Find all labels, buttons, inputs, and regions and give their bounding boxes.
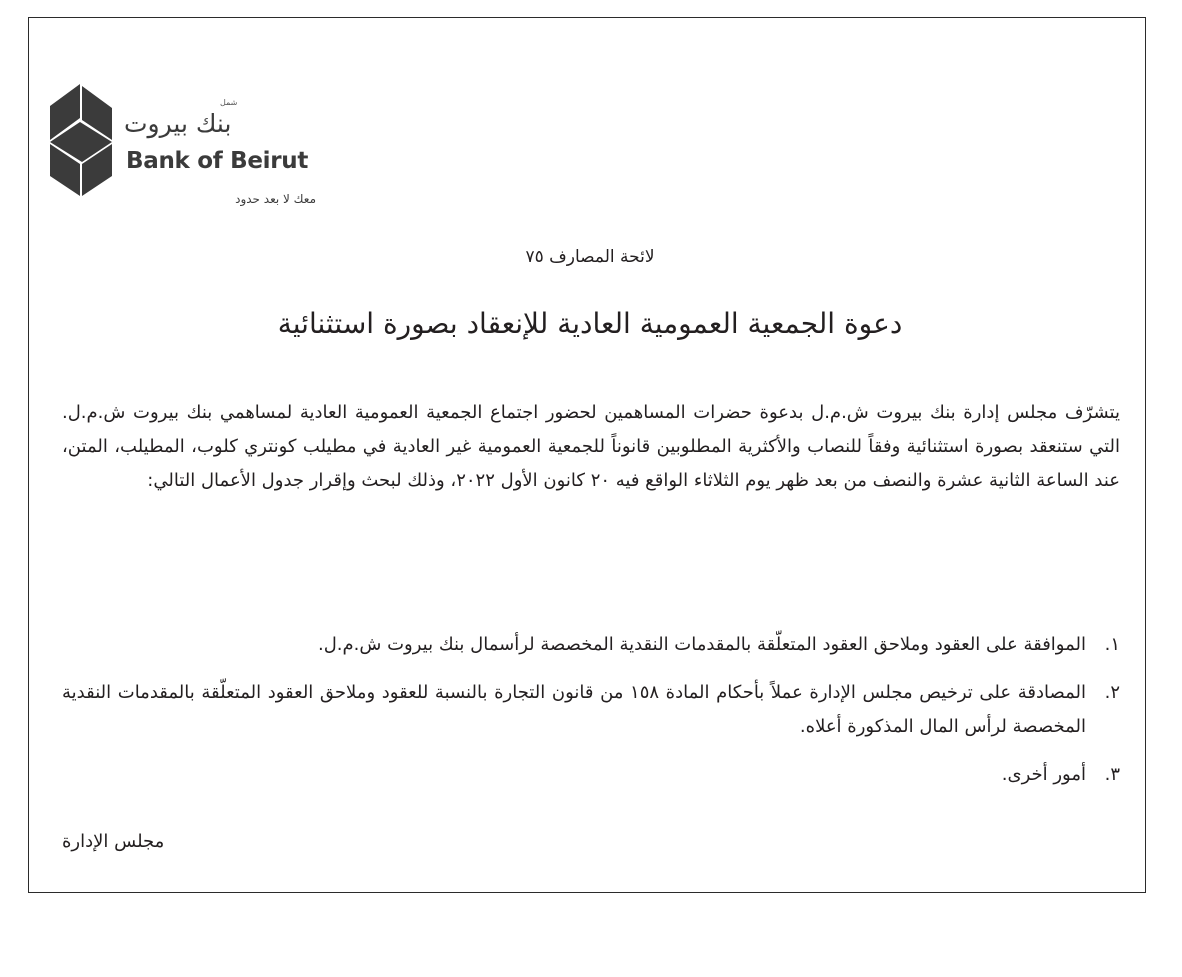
signature: مجلس الإدارة: [62, 831, 165, 852]
agenda-item-text: أمور أخرى.: [1001, 764, 1086, 785]
bank-cube-logo-icon: [50, 84, 112, 196]
logo-arabic-legal: شمل: [220, 98, 238, 107]
logo-tagline: معك لا بعد حدود: [235, 192, 316, 206]
logo-english-name: Bank of Beirut: [126, 148, 309, 174]
agenda-item-number: ٣.: [1104, 764, 1120, 785]
agenda-item-text: الموافقة على العقود وملاحق العقود المتعلّقة بالمقدمات النقدية المخصصة لرأسمال بنك بيروت ش.م.ل.: [318, 634, 1086, 655]
logo-arabic-name: بنك بيروت: [124, 109, 232, 138]
notice-title: دعوة الجمعية العمومية العادية للإنعقاد بصورة استثنائية: [277, 307, 903, 340]
agenda-item-text: المصادقة على ترخيص مجلس الإدارة عملاً بأحكام المادة ١٥٨ من قانون التجارة بالنسبة للعقود وملاحق العقود المتعلّقة بالمقدمات النقدية المخصصة لرأس المال المذكورة أعلاه.: [62, 682, 1086, 737]
agenda-list: [62, 628, 1120, 806]
circular-reference: لائحة المصارف ٧٥: [525, 247, 655, 267]
agenda-item: [62, 758, 1120, 792]
agenda-item-number: ٢.: [1104, 682, 1120, 703]
agenda-item: [62, 676, 1120, 744]
notice-body: يتشرّف مجلس إدارة بنك بيروت ش.م.ل بدعوة حضرات المساهمين لحضور اجتماع الجمعية العمومية العادية لمساهمي بنك بيروت ش.م.ل. التي ستنعقد بصورة استثنائية وفقاً للنصاب والأكثرية المطلوبين قانوناً للجمعية العمومية غير العادية في مطيلب كونتري كلوب، المطيلب، المتن، عند الساعة الثانية عشرة والنصف من بعد ظهر يوم الثلاثاء الواقع فيه ٢٠ كانون الأول ٢٠٢٢، وذلك لبحث وإقرار جدول الأعمال التالي:: [62, 402, 1120, 491]
agenda-item: [62, 628, 1120, 662]
agenda-item-number: ١.: [1104, 634, 1120, 655]
bank-logo: [50, 84, 350, 214]
